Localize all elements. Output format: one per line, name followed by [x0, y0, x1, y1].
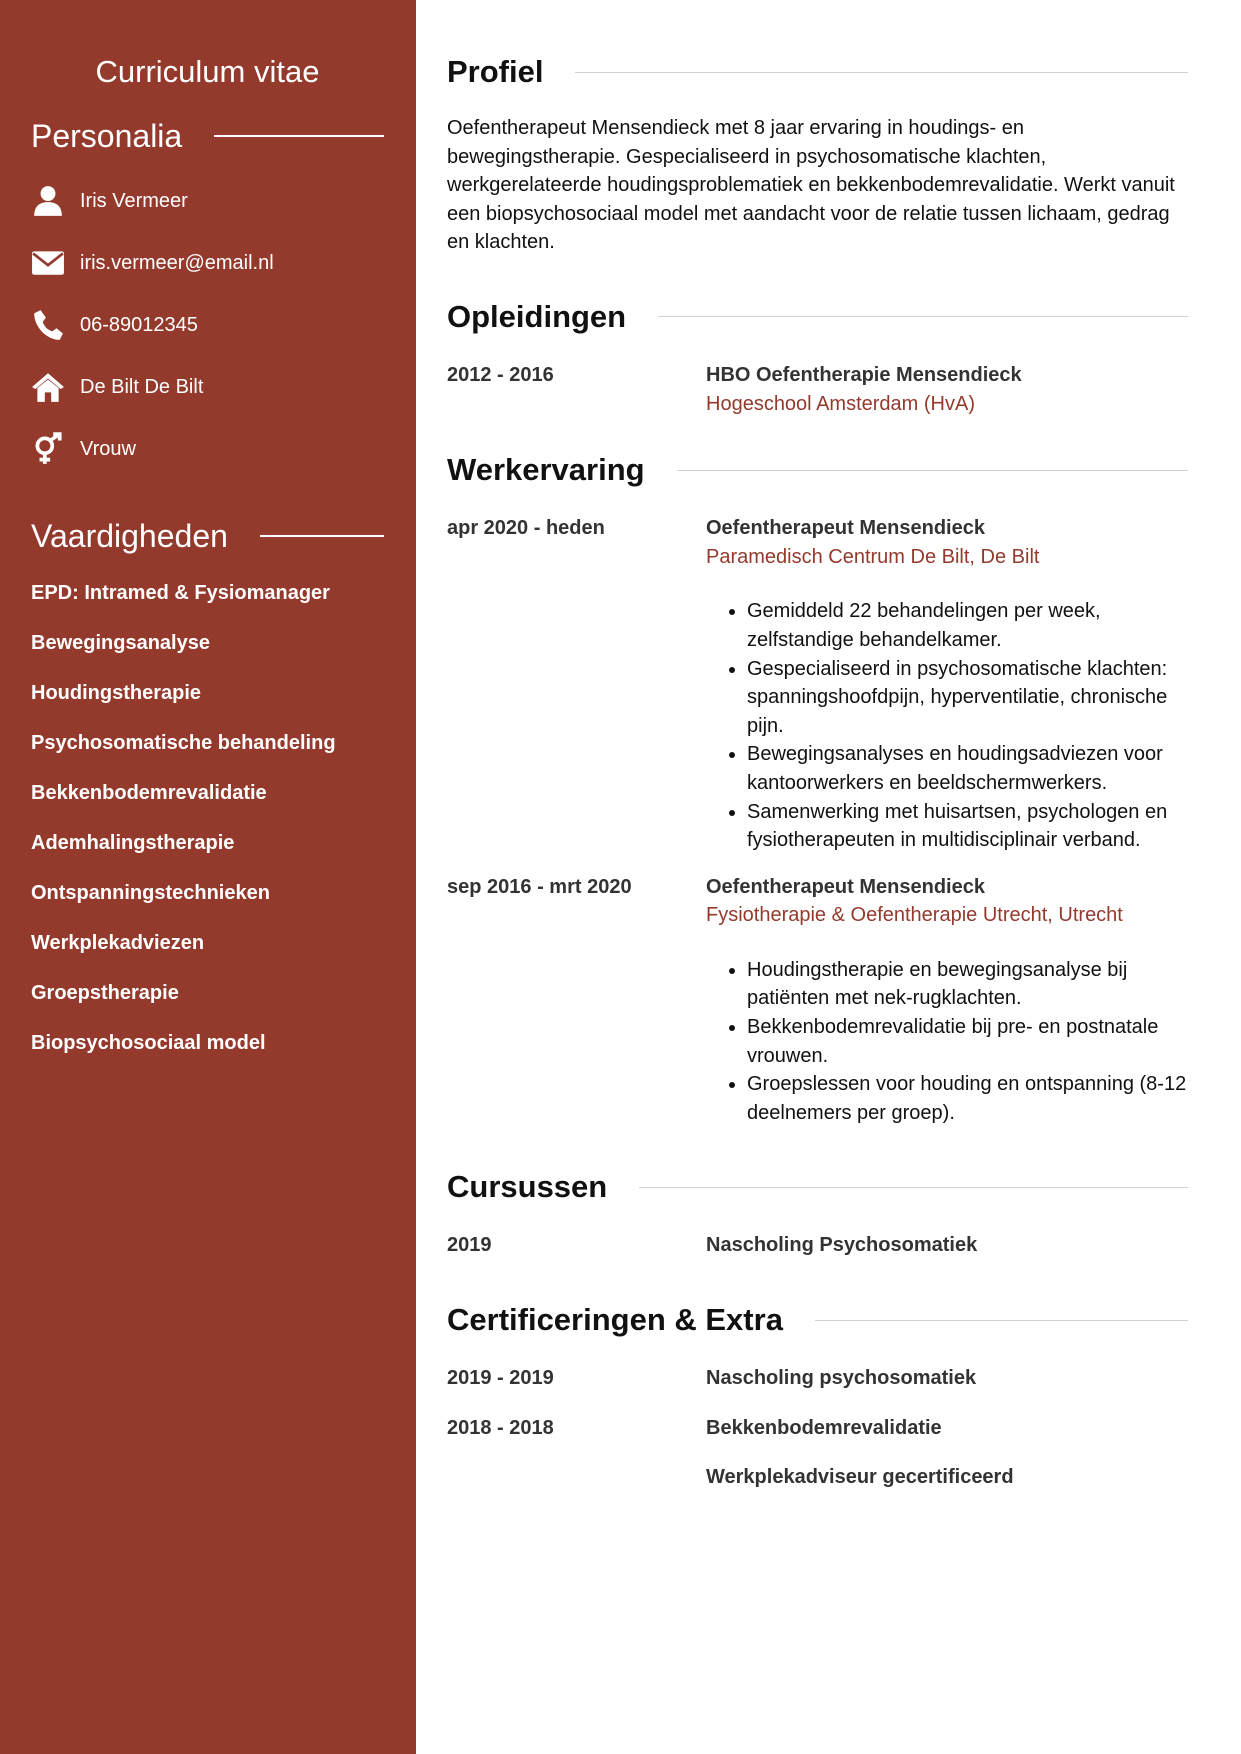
courses-heading: Cursussen [447, 1169, 608, 1205]
bullet-item: • Groepslessen voor houding en ontspanning (8-12 deelnemers per groep). [747, 1070, 1188, 1127]
entry-bullets [706, 597, 1188, 854]
skill-item: Bewegingsanalyse [31, 632, 210, 654]
entry-title: HBO Oefentherapie Mensendieck [706, 363, 1022, 386]
section-header [447, 1165, 1188, 1209]
envelope-icon [31, 246, 65, 280]
skill-item: EPD: Intramed & Fysiomanager [31, 582, 330, 604]
education-entry [447, 361, 1188, 418]
heading-rule [575, 72, 1188, 73]
personalia-phone [31, 294, 384, 356]
main-content [416, 0, 1241, 1754]
certification-entry [447, 1364, 1188, 1393]
personalia-list [31, 170, 384, 480]
bullet-item: • Gespecialiseerd in psychosomatische klachten: spanningshoofdpijn, hyperventilatie, chronische pijn. [747, 655, 1188, 741]
section-header [447, 50, 1188, 94]
profile-text: Oefentherapeut Mensendieck met 8 jaar ervaring in houdings- en bewegingstherapie. Gespecialiseerd in psychosomatische klachten, werkgerelateerde houdingsproblematiek en bekkenbodemrevalidatie. Werkt vanuit een biopsychosociaal model met aandacht voor de relatie tussen lichaam, gedrag en klachten. [447, 117, 1175, 254]
section-header [447, 1298, 1188, 1342]
skill-item: Ontspanningstechnieken [31, 882, 270, 904]
entry-title: Bekkenbodemrevalidatie [706, 1416, 942, 1439]
bullet-item: • Bewegingsanalyses en houdingsadviezen voor kantoorwerkers en beeldschermwerkers. [747, 740, 1188, 797]
entry-organization: Paramedisch Centrum De Bilt, De Bilt [706, 545, 1040, 568]
entry-info [706, 873, 1188, 1128]
skill-item: Psychosomatische behandeling [31, 732, 336, 754]
heading-rule [639, 1187, 1188, 1188]
entry-date: apr 2020 - heden [447, 517, 605, 540]
gender-icon [31, 432, 65, 466]
entry-title: Oefentherapeut Mensendieck [706, 517, 985, 540]
experience-entry [447, 873, 1188, 1128]
heading-rule [677, 470, 1188, 471]
course-entry [447, 1231, 1188, 1260]
education-section [447, 295, 1188, 418]
personalia-gender-text: Vrouw [80, 437, 136, 460]
personalia-name-text: Iris Vermeer [80, 189, 188, 212]
entry-organization: Hogeschool Amsterdam (HvA) [706, 392, 975, 415]
profile-heading: Profiel [447, 54, 544, 89]
experience-section [447, 448, 1188, 1127]
heading-rule [658, 316, 1188, 317]
entry-organization: Fysiotherapie & Oefentherapie Utrecht, Utrecht [706, 904, 1123, 927]
entry-date: 2018 - 2018 [447, 1416, 554, 1439]
entry-title: Oefentherapeut Mensendieck [706, 875, 985, 898]
entry-info [706, 1231, 1188, 1260]
entry-date: sep 2016 - mrt 2020 [447, 875, 632, 898]
profile-section [447, 50, 1188, 257]
entry-bullets [706, 956, 1188, 1128]
skill-item: Houdingstherapie [31, 682, 202, 704]
entry-info [706, 1414, 1188, 1443]
personalia-phone-text: 06-89012345 [80, 313, 198, 336]
personalia-heading [31, 114, 384, 158]
entry-info [706, 361, 1188, 418]
entry-info [706, 1463, 1188, 1492]
user-icon [31, 184, 65, 218]
personalia-heading-label: Personalia [31, 118, 183, 154]
entry-date: 2012 - 2016 [447, 363, 554, 386]
certification-entry [447, 1414, 1188, 1443]
heading-rule [260, 535, 384, 537]
certifications-section [447, 1298, 1188, 1492]
skill-item: Biopsychosociaal model [31, 1032, 266, 1054]
skill-item: Ademhalingstherapie [31, 832, 235, 854]
skills-list [31, 568, 384, 1068]
entry-date: 2019 [447, 1234, 492, 1257]
entry-info [706, 514, 1188, 855]
personalia-address-text: De Bilt De Bilt [80, 375, 204, 398]
entry-info [706, 1364, 1188, 1393]
skill-item: Groepstherapie [31, 982, 179, 1004]
skill-item: Bekkenbodemrevalidatie [31, 782, 267, 804]
personalia-email-text: iris.vermeer@email.nl [80, 251, 274, 274]
certifications-heading: Certificeringen & Extra [447, 1302, 783, 1338]
personalia-email [31, 232, 384, 294]
entry-title: Nascholing psychosomatiek [706, 1367, 977, 1390]
courses-section [447, 1165, 1188, 1260]
sidebar [0, 0, 416, 1754]
bullet-item: • Samenwerking met huisartsen, psychologen en fysiotherapeuten in multidisciplinair verband. [747, 798, 1188, 855]
bullet-item: • Gemiddeld 22 behandelingen per week, zelfstandige behandelkamer. [747, 597, 1188, 654]
personalia-gender [31, 418, 384, 480]
experience-heading: Werkervaring [447, 452, 645, 488]
entry-title: Nascholing Psychosomatiek [706, 1234, 978, 1257]
education-heading: Opleidingen [447, 298, 627, 334]
section-header [447, 295, 1188, 339]
skills-heading [31, 514, 384, 558]
phone-icon [31, 308, 65, 342]
bullet-item: • Houdingstherapie en bewegingsanalyse bij patiënten met nek-rugklachten. [747, 956, 1188, 1013]
entry-title: Werkplekadviseur gecertificeerd [706, 1466, 1014, 1489]
bullet-item: • Bekkenbodemrevalidatie bij pre- en postnatale vrouwen. [747, 1013, 1188, 1070]
entry-date: 2019 - 2019 [447, 1367, 554, 1390]
personalia-name [31, 170, 384, 232]
certification-entry [447, 1463, 1188, 1492]
heading-rule [214, 135, 384, 137]
experience-entry [447, 514, 1188, 855]
skills-heading-label: Vaardigheden [31, 518, 228, 554]
section-header [447, 448, 1188, 492]
heading-rule [815, 1320, 1188, 1321]
personalia-address [31, 356, 384, 418]
entry-date [447, 1463, 706, 1492]
skill-item: Werkplekadviezen [31, 932, 205, 954]
cv-title: Curriculum vitae [95, 54, 320, 89]
home-icon [31, 370, 65, 404]
